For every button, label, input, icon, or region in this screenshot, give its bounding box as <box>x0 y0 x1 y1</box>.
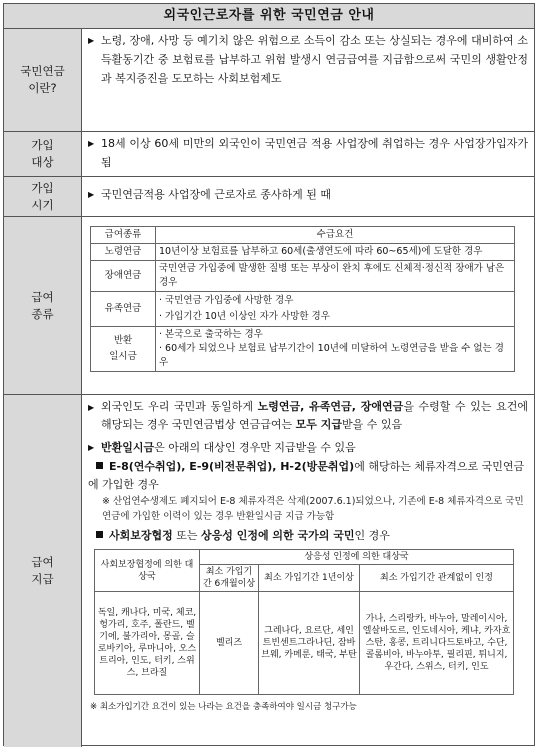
triangle-bullet-icon: ▶ <box>88 443 95 452</box>
benefit-types-table <box>90 226 515 372</box>
row-target <box>4 132 534 177</box>
table-row: 유족연금 · 국민연금 가입중에 사망한 경우 · 가입기간 10년 이상인 자가 사망한 경우 <box>91 292 515 327</box>
row-definition <box>4 29 534 132</box>
table-row: 장애연금 국민연금 가입중에 발생한 질병 또는 부상이 완치 후에도 신체적·정신적 장애가 남은 경우 <box>91 261 515 292</box>
table-header-type: 급여종류 <box>91 227 156 244</box>
content-target <box>82 132 534 176</box>
label-timing: 가입 시기 <box>4 177 82 216</box>
label-definition: 국민연금 이란? <box>4 29 82 131</box>
label-types: 급여 종류 <box>4 217 82 394</box>
document <box>3 3 535 746</box>
timing-text: 국민연금적용 사업장에 근로자로 종사하게 된 때 <box>101 188 332 201</box>
row-payment <box>4 395 534 747</box>
triangle-bullet-icon: ▶ <box>88 190 95 199</box>
row-types <box>4 217 534 395</box>
eligible-countries-table: 사회보장협정에 의한 대상국 상응성 인정에 의한 대상국 최소 가입기간 6개월이상 최소 가입기간 1년이상 최소 가입기간 관계없이 인정 독일, 캐나다, 미국, 체코, 헝가리, 호주, 폴란드, 벨기에, 불가리아, 몽골, 슬로바키아, 루마니아, 오스트리아, 인도, 터키, 스위스, 브라질 벨리즈 그레나다, 요르단, 세인트빈센트그라나딘, 잠바브웨, 카메룬, 태국, 부탄 가나, 스리랑카, 바누아, 말레이시아, 엘살바도르, 인도네시아, 케냐, 카자흐스탄, 홍콩, 트리니다드토바고, 수단, 콜롬비아, 바누아투, 필리핀, 튀니지, 우간다, 스위스, 터키, 인도 <box>94 549 514 695</box>
table-row: 반환 일시금 · 본국으로 출국하는 경우 · 60세가 되었으나 보험료 납부기간이 10년에 미달하여 노령연금을 받을 수 없는 경우 <box>91 327 515 372</box>
row-timing <box>4 177 534 217</box>
content-timing <box>82 177 534 216</box>
target-text: 18세 이상 60세 미만의 외국인이 국민연금 적용 사업장에 취업하는 경우 사업장가입자가 됨 <box>101 137 528 169</box>
triangle-bullet-icon: ▶ <box>88 403 95 412</box>
definition-text: 노령, 장애, 사망 등 예기치 않은 위험으로 소득이 감소 또는 상실되는 경우에 대비하여 소득활동기간 중 보험료를 납부하고 위험 발생시 연금급여를 지급함으로써 국민의 생활안정과 복지증진을 도모하는 사회보험제도 <box>101 34 528 85</box>
footnote: ※ 최소가입기간 요건이 있는 나라는 요건을 충족하여야 일시금 청구가능 <box>90 702 357 712</box>
triangle-bullet-icon: ▶ <box>88 139 95 148</box>
square-bullet-icon <box>96 462 103 469</box>
table-row: 독일, 캐나다, 미국, 체코, 헝가리, 호주, 폴란드, 벨기에, 불가리아, 몽골, 슬로바키아, 루마니아, 오스트리아, 인도, 터키, 스위스, 브라질 벨리즈 그레나다, 요르단, 세인트빈센트그라나딘, 잠바브웨, 카메룬, 태국, 부탄 가나, 스리랑카, 바누아, 말레이시아, 엘살바도르, 인도네시아, 케냐, 카자흐스탄, 홍콩, 트리니다드토바고, 수단, 콜롬비아, 바누아투, 필리핀, 튀니지, 우간다, 스위스, 터키, 인도 <box>95 592 514 695</box>
triangle-bullet-icon: ▶ <box>88 36 95 45</box>
content-types <box>82 217 534 394</box>
square-bullet-icon <box>96 531 103 538</box>
content-payment: ▶ 외국인도 우리 국민과 동일하게 노령연금, 유족연금, 장애연금을 수령할 수 있는 요건에 해당되는 경우 국민연금법상 연금급여는 모두 지급받을 수 있음 ▶ 반환일시금은 아래의 대상인 경우만 지급받을 수 있음 E-8(연수취업), E-9(비전문취업), H-2(방문취업)에 해당하는 체류자격으로 국민연금에 가입한 경우 ※ 산업연수생제도 폐지되어 E-8 체류자격은 삭제(2007.6.1)되었으나, 기존에 E-8 체류자격으로 국민연금에 가입한 이력이 있는 경우 반환일시금 지급 가능함 사회보장협정 또는 상응성 인정에 의한 국가의 국민인 경우 사회보장협정에 의한 대상국 상응성 인정에 의한 대상국 최소 가입기간 6개월이상 최소 가입기간 1년이상 최소 가입기간 관계없이 인정 독일, 캐나다, 미국, 체코, 헝가리, 호주, 폴란드, 벨기에, 불가리아, 몽골, 슬로바키아, 루마니아, 오스트리아, 인도, 터키, 스위스, 브라질 벨리즈 그레나다, 요르단, 세인트빈센트그라나딘, 잠바브웨, 카메룬, 태국, 부탄 가나, 스리랑카, 바누아, 말레이시아, 엘살바도르, 인도네시아, 케냐, 카자흐스탄, 홍콩, 트리니다드토바고, 수단, 콜롬비아, 바누아투, 필리핀, 튀니지, 우간다, 스위스, 터키, 인도 ※ 최소가입기간 요건이 있는 나라는 요건을 충족하여야 일시금 청구가능 <box>82 395 534 747</box>
table-row: 노령연금 10년이상 보험료를 납부하고 60세(출생연도에 따라 60~65세)에 도달한 경우 <box>91 244 515 261</box>
content-definition <box>82 29 534 131</box>
table-header-requirement: 수급요건 <box>156 227 515 244</box>
note-e8: ※ 산업연수생제도 폐지되어 E-8 체류자격은 삭제(2007.6.1)되었으나, 기존에 E-8 체류자격으로 국민연금에 가입한 이력이 있는 경우 반환일시금 지급 가능함 <box>102 496 524 522</box>
label-target: 가입 대상 <box>4 132 82 176</box>
label-payment: 급여 지급 <box>4 395 82 747</box>
document-title: 외국인근로자를 위한 국민연금 안내 <box>4 4 534 29</box>
